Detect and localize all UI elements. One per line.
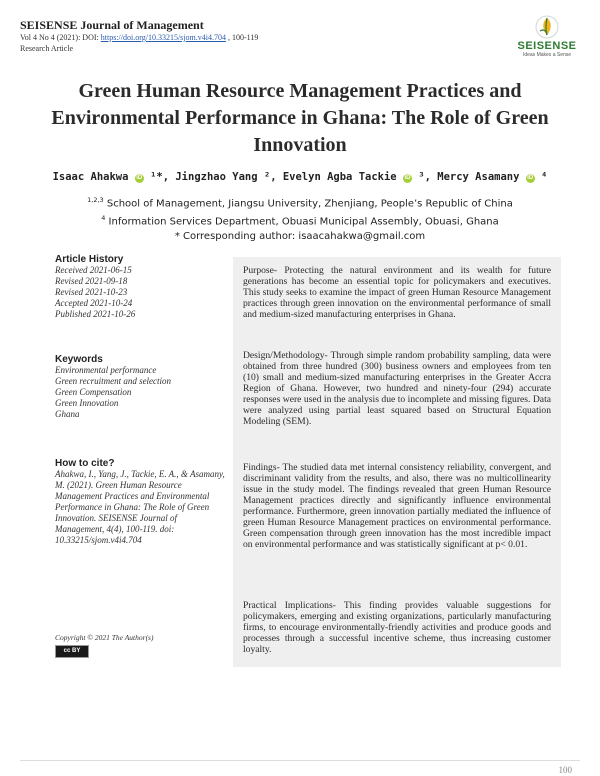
affiliation-text: Information Services Department, Obuasi Municipal Assembly, Obuasi, Ghana <box>105 216 499 228</box>
history-heading: Article History <box>55 254 124 265</box>
publisher-logo <box>514 14 580 58</box>
keyword-item: Green Compensation <box>55 387 132 397</box>
history-item: Accepted 2021-10-24 <box>55 298 133 308</box>
author-marker: ¹* <box>143 171 163 183</box>
affiliation-1 <box>20 193 580 211</box>
doi-link[interactable]: https://doi.org/10.33215/sjom.v4i4.704 <box>100 33 226 42</box>
history-item: Revised 2021-09-18 <box>55 276 128 286</box>
article-history <box>55 254 223 320</box>
orcid-icon[interactable]: iD <box>136 175 143 181</box>
keyword-item: Environmental performance <box>55 365 157 375</box>
logo-text: SEISENSE <box>517 40 577 52</box>
author-name: , Mercy Asamany <box>424 171 520 183</box>
history-item: Revised 2021-10-23 <box>55 287 128 297</box>
journal-header <box>20 18 258 54</box>
abstract-implications: Practical Implications- This finding provides valuable suggestions for policymakers, emerging and existing organizations, particularly manufacturing firms, to encourage environmentally-friendly activities and produce goods and processes through a successful incentive scheme, thus increasing customer loyalty. <box>243 600 551 655</box>
keywords-heading: Keywords <box>55 354 103 365</box>
page-range: , 100-119 <box>225 33 259 42</box>
issue-volume: Vol 4 No 4 (2021): DOI: <box>20 33 101 42</box>
orcid-icon[interactable]: iD <box>404 175 411 181</box>
history-item: Published 2021-10-26 <box>55 309 136 319</box>
author-marker: ⁴ <box>534 171 548 183</box>
keywords <box>55 354 223 420</box>
abstract-design: Design/Methodology- Through simple random probability sampling, data were obtained from three hundred (300) business owners and employees from ten (10) small and medium-sized manufacturing enterprises in the Greater Accra Region of Ghana. However, two hundred and ninety-four (294) accurate responses were used in the analysis due to incomplete and missing figures. Data were analyzed using partial least squared based on Structural Equation Modeling (SEM). <box>243 350 551 427</box>
footer-divider <box>20 760 580 761</box>
abstract-purpose: Purpose- Protecting the natural environment and its wealth for future generations has become an essential topic for policymakers and executives. This study seeks to examine the impact of green Human Resource Management practices through green innovation on the environmental performance of small and medium-sized manufacturing enterprises in Ghana. <box>243 265 551 320</box>
affiliation-marker: 4 <box>101 214 106 223</box>
abstract-box <box>233 257 561 667</box>
keyword-item: Ghana <box>55 409 80 419</box>
affiliation-text: School of Management, Jiangsu University, Zhenjiang, People’s Republic of China <box>103 198 513 210</box>
author-name: , Evelyn Agba Tackie <box>270 171 397 183</box>
how-to-cite <box>55 458 225 546</box>
logo-tagline: Ideas Makes a Sense <box>522 52 572 58</box>
citation-text: Ahakwa, I., Yang, J., Tackie, E. A., & Asamany, M. (2021). Green Human Resource Management Practices and Environmental Performance in Ghana: The Role of Green Innovation. SEISENSE Journal of Management, 4(4), 100-119. doi: 10.33215/sjom.v4i4.704 <box>55 469 225 545</box>
copyright-notice: Copyright © 2021 The Author(s) <box>55 633 154 642</box>
affiliation-marker: 1,2,3 <box>87 196 104 204</box>
affiliation-2 <box>20 211 580 229</box>
orcid-icon[interactable]: iD <box>527 175 534 181</box>
author-marker: ³ <box>411 171 425 183</box>
author-name: Isaac Ahakwa <box>52 171 129 183</box>
leaf-logo-icon <box>534 14 560 40</box>
author-list <box>20 171 580 183</box>
journal-name: SEISENSE Journal of Management <box>20 18 204 32</box>
issue-meta <box>20 32 258 43</box>
cc-license-badge[interactable]: cc BY <box>55 645 89 658</box>
keyword-item: Green Innovation <box>55 398 119 408</box>
article-type: Research Article <box>20 44 74 53</box>
history-item: Received 2021-06-15 <box>55 265 132 275</box>
affiliations <box>20 193 580 244</box>
corresponding-author: * Corresponding author: isaacahakwa@gmail.com <box>174 230 426 242</box>
keyword-item: Green recruitment and selection <box>55 376 172 386</box>
author-name: , Jingzhao Yang ² <box>162 171 271 183</box>
abstract-findings: Findings- The studied data met internal consistency reliability, convergent, and discriminant validity from the results, and also, there was no multicollinearity issue in the study model. The findings revealed that green Human Resource Management practices directly and significantly influence environmental performance. Furthermore, green innovation partially mediated the influence of green Human Resource Management practices on environmental performance. Green compensation through green innovation has the most incredible impact on environmental performance and was statistically significant at p< 0.01. <box>243 462 551 550</box>
page-number: 100 <box>558 765 572 775</box>
paper-title: Green Human Resource Management Practices and Environmental Performance in Ghana: The Role of Green Innovation <box>51 80 549 156</box>
cite-heading: How to cite? <box>55 458 115 469</box>
